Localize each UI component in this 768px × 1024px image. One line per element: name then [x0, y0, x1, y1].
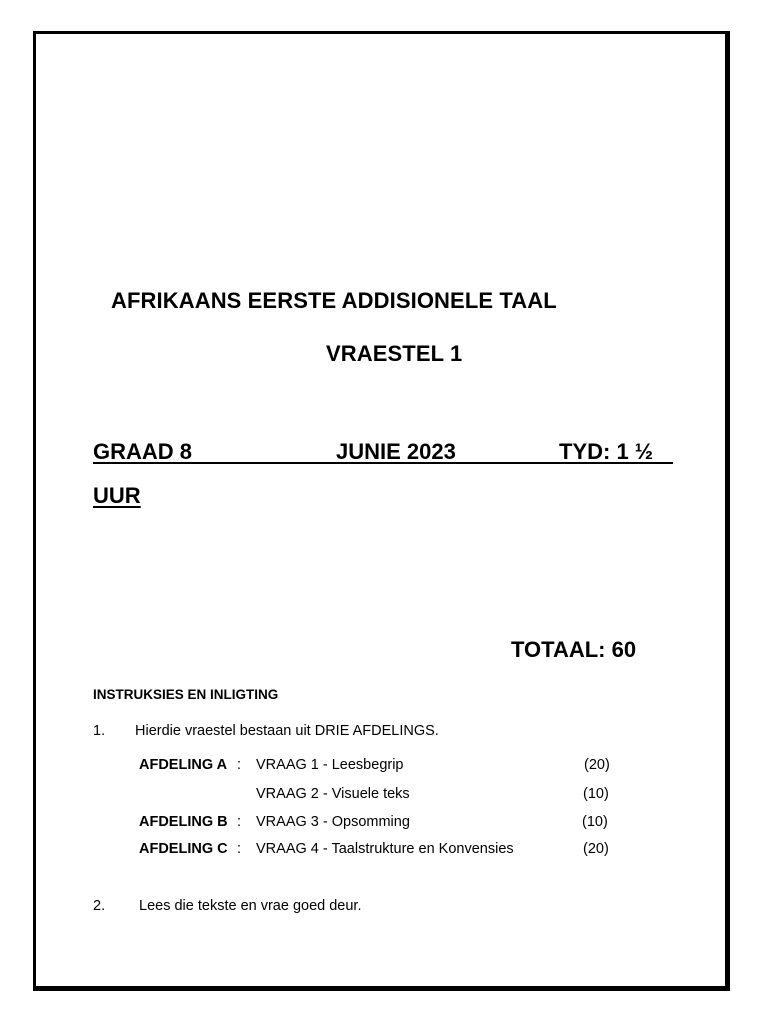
section-separator: :	[237, 841, 242, 857]
header-underline	[93, 462, 673, 464]
paper-number: VRAESTEL 1	[326, 341, 463, 366]
section-marks: (10)	[582, 814, 608, 830]
section-marks: (20)	[584, 757, 610, 773]
section-separator: :	[237, 814, 242, 830]
section-question: VRAAG 4 - Taalstrukture en Konvensies	[256, 841, 514, 857]
section-marks: (20)	[583, 841, 609, 857]
item-2-text: Lees die tekste en vrae goed deur.	[139, 898, 362, 914]
section-label: AFDELING A	[139, 757, 228, 773]
section-question: VRAAG 3 - Opsomming	[256, 814, 410, 830]
item-1-text: Hierdie vraestel bestaan uit DRIE AFDELINGS.	[135, 723, 439, 739]
subject-title: AFRIKAANS EERSTE ADDISIONELE TAAL	[111, 288, 557, 313]
total-marks: TOTAAL: 60	[511, 637, 637, 662]
section-question: VRAAG 1 - Leesbegrip	[256, 757, 404, 773]
grade-label: GRAAD 8	[93, 439, 193, 464]
section-separator: :	[237, 757, 242, 773]
exam-time: TYD: 1 ½	[559, 439, 654, 464]
section-label: AFDELING C	[139, 841, 228, 857]
item-1-number: 1.	[93, 723, 106, 739]
exam-date: JUNIE 2023	[336, 439, 456, 464]
exam-time-unit: UUR	[93, 483, 141, 508]
item-2-number: 2.	[93, 898, 106, 914]
section-marks: (10)	[583, 786, 609, 802]
section-label: AFDELING B	[139, 814, 228, 830]
instructions-heading: INSTRUKSIES EN INLIGTING	[93, 687, 279, 702]
section-question: VRAAG 2 - Visuele teks	[256, 786, 410, 802]
